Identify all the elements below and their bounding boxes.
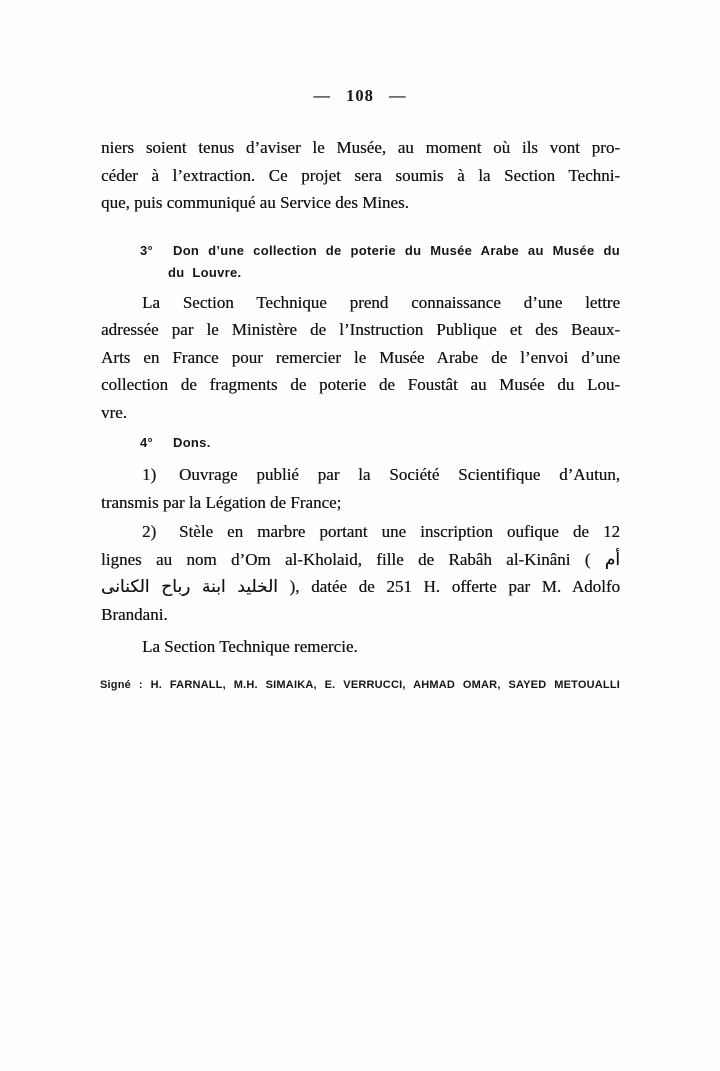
heading-line: du Louvre. (168, 264, 242, 280)
text-line: céder à l’extraction. Ce projet sera soumis à la Section Techni- (101, 165, 620, 185)
item-number: 1) (142, 465, 157, 484)
text-line (101, 461, 620, 489)
letter-paragraph (101, 289, 620, 427)
heading-line (140, 240, 620, 262)
intro-paragraph (101, 134, 620, 217)
text-line: La Section Technique remercie. (142, 637, 358, 656)
text-line: niers soient tenus d’aviser le Musée, au moment où ils vont pro- (101, 138, 620, 157)
item-text: Stèle en marbre portant une inscription oufique de 12 (179, 522, 620, 541)
section-heading-4 (101, 432, 620, 454)
text-line: Brandani. (101, 604, 168, 624)
closing-paragraph (101, 633, 620, 661)
item-text: Ouvrage publié par la Société Scientifique d’Autun, (179, 465, 620, 484)
text-block (101, 134, 620, 661)
item-number: 2) (142, 522, 157, 541)
text-line: lignes au nom d’Om al-Kholaid, fille de Rabâh al-Kinâni ( أم (101, 549, 620, 569)
text-line: Arts en France pour remercier le Musée Arabe de l’envoi d’une (101, 347, 620, 367)
section-heading-3 (101, 240, 620, 284)
text-line: vre. (101, 402, 127, 422)
text-line: adressée par le Ministère de l’Instruction Publique et des Beaux- (101, 320, 620, 339)
text-line: La Section Technique prend connaissance d’une lettre (142, 292, 620, 312)
text-line-arabic-inscription: الخليد ابنة رباح الكنانى ), datée de 251 H. offerte par M. Adolfo (101, 577, 620, 596)
text-line: collection de fragments de poterie de Foustât au Musée du Lou- (101, 375, 620, 394)
page-number: — 108 — (313, 86, 407, 105)
heading-number: 3° (140, 242, 154, 258)
heading-title: Dons. (173, 435, 211, 450)
text-line: que, puis communiqué au Service des Mines. (101, 193, 409, 212)
signature-line: Signé : H. FARNALL, M.H. SIMAIKA, E. VERRUCCI, AHMAD OMAR, SAYED METOUALLI (100, 678, 620, 691)
heading-number: 4° (140, 435, 154, 450)
heading-title: Don d’une collection de poterie du Musée Arabe au Musée du (173, 242, 620, 258)
text-line (101, 518, 620, 546)
heading-line (140, 432, 620, 454)
donation-item-1 (101, 461, 620, 516)
donation-item-2 (101, 518, 620, 628)
text-line: transmis par la Légation de France; (101, 492, 342, 512)
